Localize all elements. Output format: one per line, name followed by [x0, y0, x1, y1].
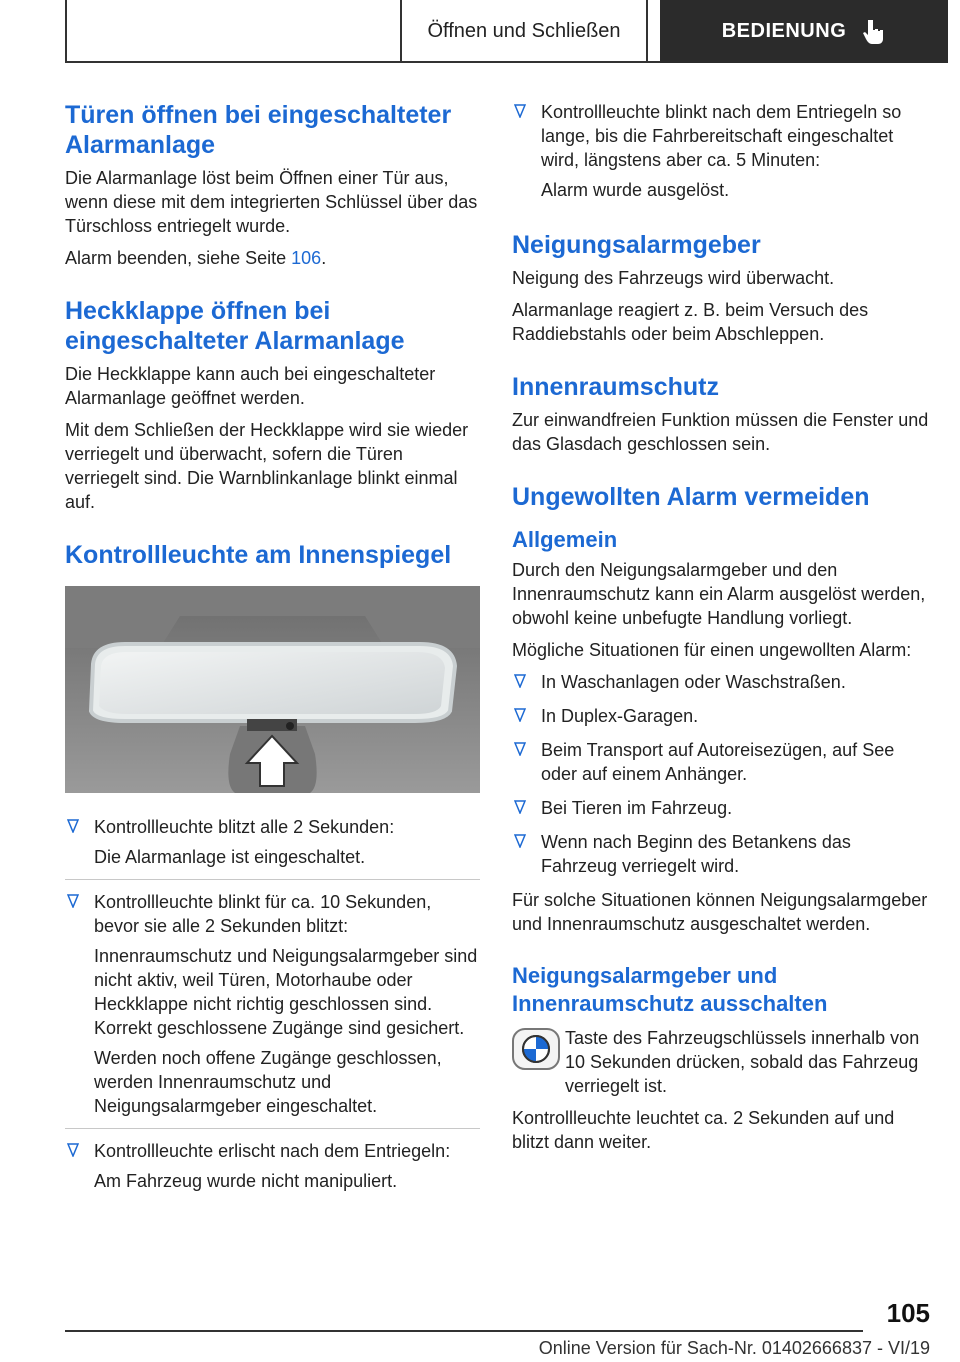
indicator-list-continued	[512, 100, 930, 202]
list-item-subtext: Alarm wurde ausgelöst.	[541, 180, 730, 200]
text: Alarm beenden, siehe Seite	[65, 248, 292, 268]
paragraph: Alarmanlage reagiert z. B. beim Versuch des Raddiebstahls oder beim Abschleppen.	[512, 300, 869, 344]
paragraph: Taste des Fahrzeugschlüssels innerhalb von 10 Sekunden drücken, sobald das Fahrzeug verriegelt ist.	[565, 1028, 920, 1096]
list-item	[512, 796, 930, 820]
paragraph-with-link	[65, 246, 480, 270]
bullet-triangle-icon	[514, 800, 526, 814]
heading-innenraumschutz: Innenraumschutz	[512, 373, 719, 401]
header-section-title: Öffnen und Schließen	[400, 0, 648, 63]
bullet-triangle-icon	[514, 674, 526, 688]
paragraph: Die Alarmanlage löst beim Öffnen einer Tür aus, wenn diese mit dem integrierten Schlüssel über das Türschloss entriegelt wurde.	[65, 168, 478, 236]
list-item-text: Bei Tieren im Fahrzeug.	[541, 798, 733, 818]
list-item	[65, 1128, 480, 1193]
footer-divider	[65, 1330, 863, 1332]
subheading-allgemein: Allgemein	[512, 527, 618, 552]
paragraph: Mit dem Schließen der Heckklappe wird sie wieder verriegelt und überwacht, sofern die Türen verriegelt sind. Die Warnblinkanlage blinkt einmal auf.	[65, 420, 469, 512]
heading-ungewollter-alarm: Ungewollten Alarm vermeiden	[512, 483, 870, 511]
bullet-triangle-icon	[514, 834, 526, 848]
list-item	[65, 815, 480, 869]
mirror-illustration	[65, 586, 480, 793]
footer-version: Online Version für Sach-Nr. 01402666837 - VI/19	[538, 1338, 930, 1358]
list-item-text: Wenn nach Beginn des Betankens das Fahrzeug verriegelt wird.	[541, 832, 851, 876]
bullet-triangle-icon	[514, 104, 526, 118]
lock-key-icon	[512, 1028, 560, 1070]
list-item-subtext: Am Fahrzeug wurde nicht manipuliert.	[94, 1171, 398, 1191]
pointing-hand-icon	[862, 19, 886, 45]
situation-list	[512, 670, 930, 878]
list-item	[512, 738, 930, 786]
bullet-triangle-icon	[514, 742, 526, 756]
right-column	[512, 100, 930, 1162]
page-link[interactable]: 106	[291, 248, 322, 268]
heading-heckklappe: Heckklappe öffnen bei eingeschalteter Alarmanlage	[65, 297, 405, 355]
paragraph: Neigung des Fahrzeugs wird überwacht.	[512, 268, 835, 288]
indicator-list	[65, 815, 480, 1193]
list-item	[512, 704, 930, 728]
list-item-subtext: Werden noch offene Zugänge geschlossen, werden Innenraumschutz und Neigungsalarmgeber eingeschaltet.	[94, 1048, 442, 1116]
paragraph: Kontrollleuchte leuchtet ca. 2 Sekunden auf und blitzt dann weiter.	[512, 1108, 895, 1152]
paragraph: Zur einwandfreien Funktion müssen die Fenster und das Glasdach geschlossen sein.	[512, 410, 929, 454]
page-number: 105	[886, 1298, 930, 1328]
header-chapter-label: BEDIENUNG	[721, 20, 847, 42]
list-item-text: In Waschanlagen oder Waschstraßen.	[541, 672, 846, 692]
paragraph: Durch den Neigungsalarmgeber und den Innenraumschutz kann ein Alarm ausgelöst werden, obwohl keine unbefugte Handlung vorliegt.	[512, 560, 926, 628]
bullet-triangle-icon	[67, 894, 79, 908]
key-instruction	[512, 1022, 930, 1106]
list-item	[512, 100, 930, 202]
list-item	[512, 670, 930, 694]
text: .	[321, 248, 327, 268]
list-item-text: Beim Transport auf Autoreisezügen, auf See oder auf einem Anhänger.	[541, 740, 895, 784]
header-chapter-tab	[660, 0, 948, 63]
heading-kontrollleuchte: Kontrollleuchte am Innenspiegel	[65, 541, 452, 569]
list-item-text: Kontrollleuchte blinkt nach dem Entriegeln so lange, bis die Fahrbereitschaft eingeschaltet wird, längstens aber ca. 5 Minuten:	[541, 102, 902, 170]
paragraph: Mögliche Situationen für einen ungewollten Alarm:	[512, 640, 912, 660]
left-column	[65, 100, 480, 1203]
list-item	[512, 830, 930, 878]
list-item-subtext: Innenraumschutz und Neigungsalarmgeber sind nicht aktiv, weil Türen, Motorhaube oder Heckklappe nicht richtig geschlossen sind. Korrekt geschlossene Zugänge sind gesichert.	[94, 946, 478, 1038]
bullet-triangle-icon	[514, 708, 526, 722]
heading-neigungsalarmgeber: Neigungsalarmgeber	[512, 231, 761, 259]
list-item-text: Kontrollleuchte erlischt nach dem Entriegeln:	[94, 1141, 451, 1161]
bullet-triangle-icon	[67, 819, 79, 833]
list-item-text: Kontrollleuchte blitzt alle 2 Sekunden:	[94, 817, 395, 837]
bullet-triangle-icon	[67, 1143, 79, 1157]
paragraph: Die Heckklappe kann auch bei eingeschalteter Alarmanlage geöffnet werden.	[65, 364, 436, 408]
heading-tueren: Türen öffnen bei eingeschalteter Alarmanlage	[65, 101, 452, 159]
subheading-ausschalten: Neigungsalarmgeber und Innenraumschutz ausschalten	[512, 963, 828, 1016]
list-item-text: In Duplex-Garagen.	[541, 706, 699, 726]
list-item	[65, 879, 480, 1118]
list-item-text: Kontrollleuchte blinkt für ca. 10 Sekunden, bevor sie alle 2 Sekunden blitzt:	[94, 892, 432, 936]
list-item-subtext: Die Alarmanlage ist eingeschaltet.	[94, 847, 366, 867]
paragraph: Für solche Situationen können Neigungsalarmgeber und Innenraumschutz ausgeschaltet werden.	[512, 890, 928, 934]
